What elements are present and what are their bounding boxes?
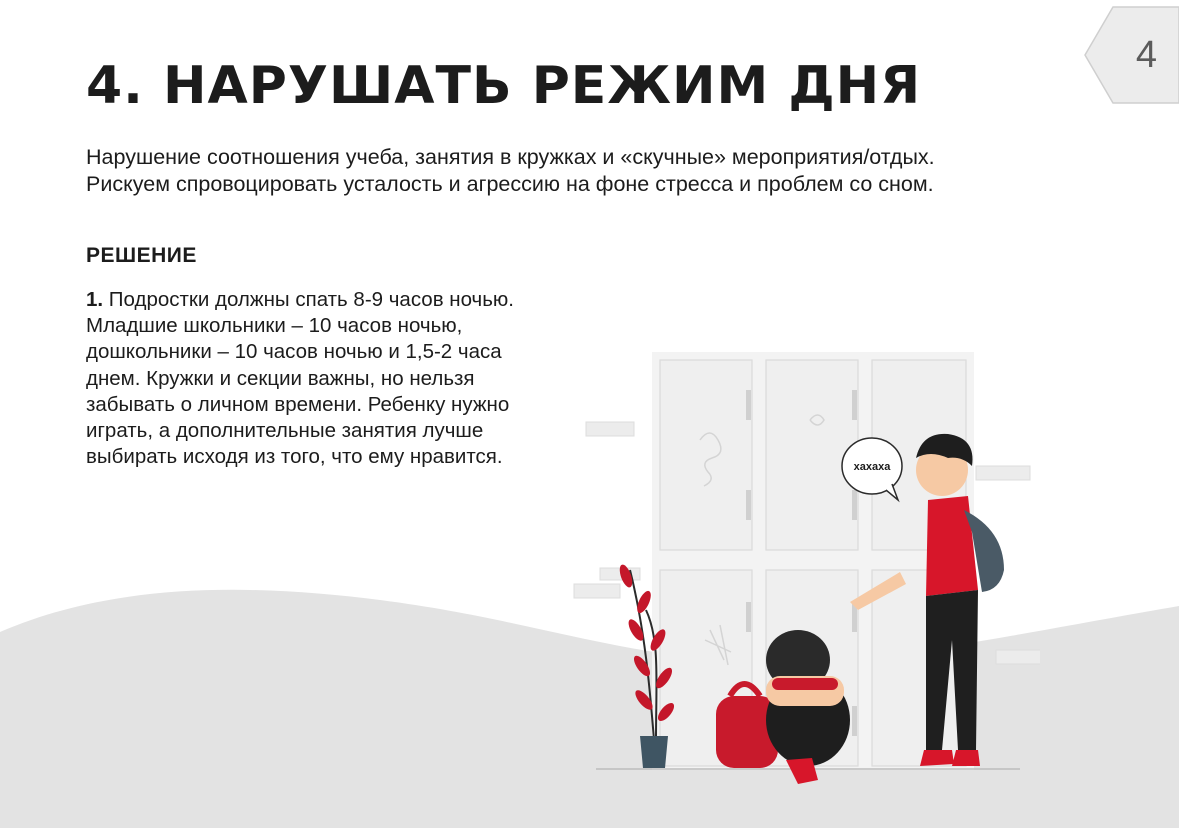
solution-item-number: 1.: [86, 288, 104, 311]
intro-paragraph: [86, 144, 1146, 198]
speech-bubble-text: хахаха: [853, 461, 891, 473]
page-title: 4. НАРУШАТЬ РЕЖИМ ДНЯ: [86, 56, 922, 116]
intro-line-1: Нарушение соотношения учеба, занятия в кружках и «скучные» мероприятия/отдых.: [86, 145, 935, 169]
page-number: 4: [1135, 34, 1157, 76]
solution-paragraph: [86, 287, 556, 470]
page-number-tab: [1083, 6, 1179, 104]
bullying-illustration: [560, 340, 1040, 800]
solution-heading: РЕШЕНИЕ: [86, 244, 197, 267]
solution-item-text: Подростки должны спать 8-9 часов ночью. Младшие школьники – 10 часов ночью, дошкольники – 10 часов ночью и 1,5-2 часа днем. Кружки и секции важны, но нельзя забывать о личном времени. Ребенку нужно играть, а дополнительные занятия лучше выбирать исходя из того, что ему нравится.: [86, 288, 514, 469]
intro-line-2: Рискуем спровоцировать усталость и агрессию на фоне стресса и проблем со сном.: [86, 172, 934, 196]
